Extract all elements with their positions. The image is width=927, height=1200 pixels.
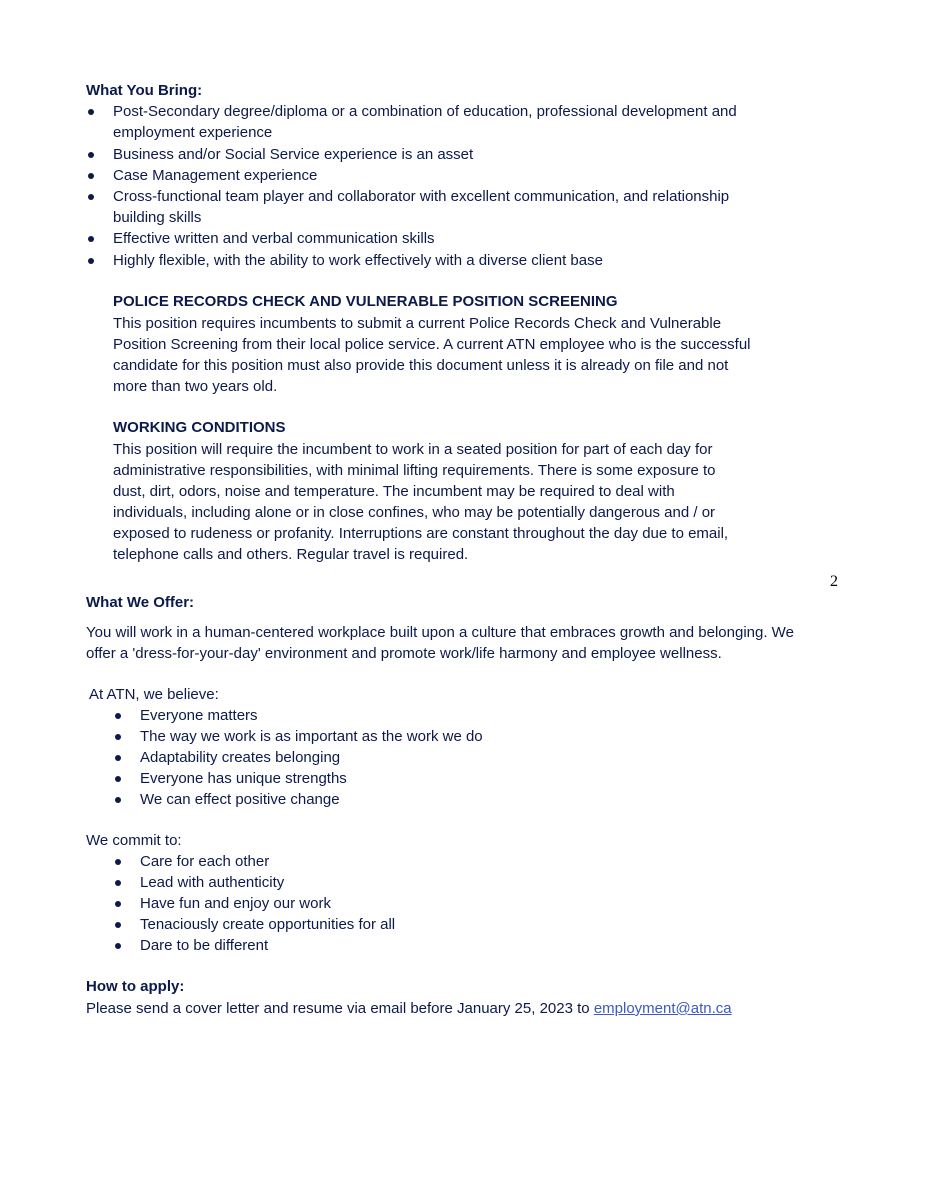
- bullet-icon: [88, 194, 94, 200]
- bring-item: Case Management experience: [113, 167, 318, 184]
- bullet-icon: [115, 880, 121, 886]
- what-we-offer-text: You will work in a human-centered workplace built upon a culture that embraces growth and belonging. We offer a 'dress-for-your-day' environment and promote work/life harmony and employee wellness.: [86, 624, 794, 662]
- email-link[interactable]: employment@atn.ca: [593, 1000, 732, 1017]
- belief-item: Everyone matters: [140, 707, 258, 724]
- bullet-icon: [115, 901, 121, 907]
- commitments-intro: We commit to:: [86, 832, 182, 849]
- belief-item: We can effect positive change: [140, 791, 340, 808]
- bullet-icon: [88, 258, 94, 264]
- commit-item: Have fun and enjoy our work: [140, 895, 331, 912]
- bullet-icon: [115, 797, 121, 803]
- bullet-icon: [115, 734, 121, 740]
- page-number: 2: [830, 573, 838, 590]
- bring-item: Post-Secondary degree/diploma or a combination of education, professional development and employment experience: [113, 103, 737, 141]
- belief-item: The way we work is as important as the work we do: [140, 728, 483, 745]
- commit-item: Lead with authenticity: [140, 874, 285, 891]
- bring-item: Business and/or Social Service experience is an asset: [113, 146, 474, 163]
- belief-item: Adaptability creates belonging: [140, 749, 341, 766]
- what-you-bring-heading: What You Bring:: [86, 82, 203, 99]
- working-conditions-heading: WORKING CONDITIONS: [113, 419, 286, 436]
- commit-item: Care for each other: [140, 853, 270, 870]
- how-to-apply-text: [86, 998, 732, 1019]
- bullet-icon: [115, 713, 121, 719]
- police-check-text: This position requires incumbents to submit a current Police Records Check and Vulnerable Position Screening from their local police service. A current ATN employee who is the successful candidate for this position must also provide this document unless it is already on file and not more than two years old.: [113, 315, 751, 395]
- bullet-icon: [115, 943, 121, 949]
- commit-item: Tenaciously create opportunities for all: [140, 916, 396, 933]
- apply-instructions: Please send a cover letter and resume via email before January 25, 2023 to: [86, 1000, 590, 1017]
- bring-item: Effective written and verbal communication skills: [113, 230, 435, 247]
- commit-item: Dare to be different: [140, 937, 269, 954]
- bullet-icon: [88, 173, 94, 179]
- bullet-icon: [115, 859, 121, 865]
- what-we-offer-heading: What We Offer:: [86, 594, 195, 611]
- bullet-icon: [88, 236, 94, 242]
- bring-item: Cross-functional team player and collaborator with excellent communication, and relationship building skills: [113, 188, 730, 226]
- how-to-apply-heading: How to apply:: [86, 978, 185, 995]
- bullet-icon: [115, 922, 121, 928]
- belief-item: Everyone has unique strengths: [140, 770, 347, 787]
- bullet-icon: [115, 776, 121, 782]
- bring-item: Highly flexible, with the ability to work effectively with a diverse client base: [113, 252, 603, 269]
- police-check-heading: POLICE RECORDS CHECK AND VULNERABLE POSITION SCREENING: [113, 293, 618, 310]
- bullet-icon: [88, 109, 94, 115]
- bullet-icon: [115, 755, 121, 761]
- beliefs-intro: At ATN, we believe:: [89, 686, 219, 703]
- bullet-icon: [88, 152, 94, 158]
- working-conditions-text: This position will require the incumbent to work in a seated position for part of each day for administrative responsibilities, with minimal lifting requirements. There is some exposure to dust, dirt, odors, noise and temperature. The incumbent may be required to deal with individuals, including alone or in close confines, who may be potentially dangerous and / or exposed to rudeness or profanity. Interruptions are constant throughout the day due to email, telephone calls and others. Regular travel is required.: [113, 441, 729, 563]
